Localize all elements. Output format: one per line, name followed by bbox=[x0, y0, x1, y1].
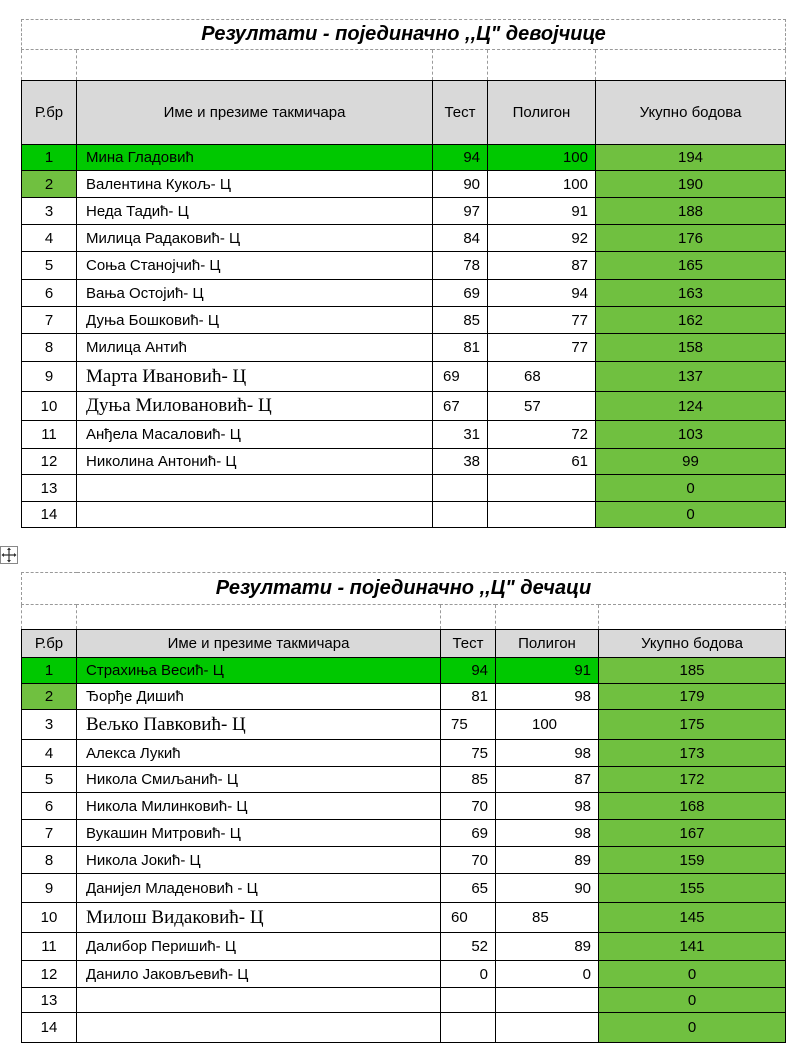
test-cell: 69 bbox=[433, 362, 488, 392]
table-row bbox=[22, 145, 786, 171]
header-test: Тест bbox=[433, 81, 488, 145]
name-cell: Милица Антић bbox=[77, 334, 433, 362]
rank-cell: 1 bbox=[22, 145, 77, 171]
table-row bbox=[22, 449, 786, 475]
polygon-cell: 90 bbox=[496, 874, 599, 903]
name-cell: Вукашин Митровић- Ц bbox=[77, 820, 441, 847]
table-row bbox=[22, 658, 786, 684]
test-cell: 85 bbox=[441, 767, 496, 793]
polygon-cell: 57 bbox=[488, 392, 596, 421]
total-cell: 185 bbox=[599, 658, 786, 684]
rank-cell: 2 bbox=[22, 684, 77, 710]
test-cell bbox=[441, 988, 496, 1013]
name-cell: Данијел Младеновић - Ц bbox=[77, 874, 441, 903]
polygon-cell bbox=[488, 475, 596, 502]
table-row bbox=[22, 933, 786, 961]
rank-cell: 8 bbox=[22, 847, 77, 874]
total-cell: 176 bbox=[596, 225, 786, 252]
total-cell: 0 bbox=[599, 961, 786, 988]
table-row bbox=[22, 362, 786, 392]
test-cell: 94 bbox=[441, 658, 496, 684]
spacer-cell bbox=[596, 50, 786, 81]
test-cell: 81 bbox=[433, 334, 488, 362]
test-cell: 0 bbox=[441, 961, 496, 988]
polygon-cell: 77 bbox=[488, 334, 596, 362]
name-cell: Мина Гладовић bbox=[77, 145, 433, 171]
total-cell: 162 bbox=[596, 307, 786, 334]
total-cell: 188 bbox=[596, 198, 786, 225]
test-cell: 38 bbox=[433, 449, 488, 475]
rank-cell: 10 bbox=[22, 903, 77, 933]
test-cell: 84 bbox=[433, 225, 488, 252]
polygon-cell: 89 bbox=[496, 847, 599, 874]
table-row bbox=[22, 171, 786, 198]
table-row bbox=[22, 847, 786, 874]
spacer-cell bbox=[77, 605, 441, 630]
rank-cell: 1 bbox=[22, 658, 77, 684]
polygon-cell: 98 bbox=[496, 684, 599, 710]
rank-cell: 7 bbox=[22, 307, 77, 334]
rank-cell: 13 bbox=[22, 475, 77, 502]
name-cell: Вељко Павковић- Ц bbox=[77, 710, 441, 740]
rank-cell: 12 bbox=[22, 449, 77, 475]
table-row bbox=[22, 225, 786, 252]
rank-cell: 11 bbox=[22, 421, 77, 449]
rank-cell: 4 bbox=[22, 740, 77, 767]
test-cell: 60 bbox=[441, 903, 496, 933]
table-row bbox=[22, 874, 786, 903]
table-row bbox=[22, 767, 786, 793]
test-cell: 52 bbox=[441, 933, 496, 961]
header-total: Укупно бодова bbox=[596, 81, 786, 145]
polygon-cell bbox=[496, 988, 599, 1013]
polygon-cell bbox=[496, 1013, 599, 1043]
polygon-cell: 98 bbox=[496, 740, 599, 767]
table-row bbox=[22, 684, 786, 710]
total-cell: 167 bbox=[599, 820, 786, 847]
rank-cell: 9 bbox=[22, 874, 77, 903]
total-cell: 159 bbox=[599, 847, 786, 874]
total-cell: 158 bbox=[596, 334, 786, 362]
polygon-cell: 77 bbox=[488, 307, 596, 334]
name-cell: Соња Станојчић- Ц bbox=[77, 252, 433, 280]
name-cell: Марта Ивановић- Ц bbox=[77, 362, 433, 392]
test-cell: 97 bbox=[433, 198, 488, 225]
total-cell: 165 bbox=[596, 252, 786, 280]
test-cell: 75 bbox=[441, 740, 496, 767]
total-cell: 0 bbox=[599, 1013, 786, 1043]
polygon-cell: 89 bbox=[496, 933, 599, 961]
test-cell: 70 bbox=[441, 793, 496, 820]
name-cell: Ђорђе Дишић bbox=[77, 684, 441, 710]
name-cell bbox=[77, 502, 433, 528]
name-cell: Валентина Кукољ- Ц bbox=[77, 171, 433, 198]
polygon-cell: 98 bbox=[496, 820, 599, 847]
rank-cell: 6 bbox=[22, 280, 77, 307]
header-rank: Р.бр bbox=[22, 81, 77, 145]
polygon-cell: 87 bbox=[496, 767, 599, 793]
girls-results-table bbox=[21, 19, 786, 528]
table-row bbox=[22, 793, 786, 820]
header-polygon: Полигон bbox=[488, 81, 596, 145]
polygon-cell: 98 bbox=[496, 793, 599, 820]
test-cell bbox=[441, 1013, 496, 1043]
spacer-cell bbox=[22, 50, 77, 81]
test-cell: 75 bbox=[441, 710, 496, 740]
rank-cell: 7 bbox=[22, 820, 77, 847]
name-cell bbox=[77, 475, 433, 502]
polygon-cell: 0 bbox=[496, 961, 599, 988]
table-move-handle-icon[interactable] bbox=[0, 546, 18, 564]
table-row bbox=[22, 334, 786, 362]
test-cell: 69 bbox=[433, 280, 488, 307]
polygon-cell bbox=[488, 502, 596, 528]
table-row bbox=[22, 820, 786, 847]
total-cell: 172 bbox=[599, 767, 786, 793]
total-cell: 194 bbox=[596, 145, 786, 171]
name-cell: Страхиња Весић- Ц bbox=[77, 658, 441, 684]
table-row bbox=[22, 740, 786, 767]
header-total: Укупно бодова bbox=[599, 630, 786, 658]
total-cell: 99 bbox=[596, 449, 786, 475]
table-row bbox=[22, 252, 786, 280]
header-name: Име и презиме такмичара bbox=[77, 81, 433, 145]
rank-cell: 3 bbox=[22, 198, 77, 225]
total-cell: 103 bbox=[596, 421, 786, 449]
spacer-cell bbox=[22, 605, 77, 630]
table-row bbox=[22, 903, 786, 933]
polygon-cell: 91 bbox=[488, 198, 596, 225]
spacer-cell bbox=[599, 605, 786, 630]
name-cell bbox=[77, 988, 441, 1013]
boys-table-title: Резултати - појединачно ,,Ц" дечаци bbox=[22, 573, 786, 605]
spacer-cell bbox=[488, 50, 596, 81]
test-cell: 31 bbox=[433, 421, 488, 449]
total-cell: 190 bbox=[596, 171, 786, 198]
header-rank: Р.бр bbox=[22, 630, 77, 658]
spacer-cell bbox=[496, 605, 599, 630]
total-cell: 179 bbox=[599, 684, 786, 710]
name-cell bbox=[77, 1013, 441, 1043]
polygon-cell: 94 bbox=[488, 280, 596, 307]
test-cell: 90 bbox=[433, 171, 488, 198]
name-cell: Дуња Бошковић- Ц bbox=[77, 307, 433, 334]
rank-cell: 3 bbox=[22, 710, 77, 740]
table-row bbox=[22, 421, 786, 449]
rank-cell: 10 bbox=[22, 392, 77, 421]
rank-cell: 8 bbox=[22, 334, 77, 362]
table-row bbox=[22, 307, 786, 334]
name-cell: Неда Тадић- Ц bbox=[77, 198, 433, 225]
boys-results-table bbox=[21, 572, 786, 1043]
total-cell: 0 bbox=[596, 475, 786, 502]
rank-cell: 6 bbox=[22, 793, 77, 820]
table-row bbox=[22, 392, 786, 421]
total-cell: 168 bbox=[599, 793, 786, 820]
total-cell: 124 bbox=[596, 392, 786, 421]
polygon-cell: 100 bbox=[488, 171, 596, 198]
total-cell: 145 bbox=[599, 903, 786, 933]
polygon-cell: 91 bbox=[496, 658, 599, 684]
name-cell: Милица Радаковић- Ц bbox=[77, 225, 433, 252]
name-cell: Николина Антонић- Ц bbox=[77, 449, 433, 475]
name-cell: Никола Јокић- Ц bbox=[77, 847, 441, 874]
table-row bbox=[22, 280, 786, 307]
test-cell: 81 bbox=[441, 684, 496, 710]
name-cell: Дуња Миловановић- Ц bbox=[77, 392, 433, 421]
polygon-cell: 87 bbox=[488, 252, 596, 280]
name-cell: Милош Видаковић- Ц bbox=[77, 903, 441, 933]
spacer-cell bbox=[441, 605, 496, 630]
polygon-cell: 100 bbox=[488, 145, 596, 171]
rank-cell: 12 bbox=[22, 961, 77, 988]
name-cell: Алекса Лукић bbox=[77, 740, 441, 767]
rank-cell: 11 bbox=[22, 933, 77, 961]
total-cell: 175 bbox=[599, 710, 786, 740]
name-cell: Данило Јаковљевић- Ц bbox=[77, 961, 441, 988]
total-cell: 137 bbox=[596, 362, 786, 392]
test-cell: 67 bbox=[433, 392, 488, 421]
test-cell: 94 bbox=[433, 145, 488, 171]
test-cell: 69 bbox=[441, 820, 496, 847]
total-cell: 173 bbox=[599, 740, 786, 767]
test-cell: 65 bbox=[441, 874, 496, 903]
total-cell: 163 bbox=[596, 280, 786, 307]
total-cell: 141 bbox=[599, 933, 786, 961]
header-name: Име и презиме такмичара bbox=[77, 630, 441, 658]
test-cell: 85 bbox=[433, 307, 488, 334]
table-row bbox=[22, 988, 786, 1013]
polygon-cell: 61 bbox=[488, 449, 596, 475]
name-cell: Вања Остојић- Ц bbox=[77, 280, 433, 307]
total-cell: 0 bbox=[596, 502, 786, 528]
rank-cell: 14 bbox=[22, 1013, 77, 1043]
header-test: Тест bbox=[441, 630, 496, 658]
rank-cell: 14 bbox=[22, 502, 77, 528]
test-cell: 78 bbox=[433, 252, 488, 280]
rank-cell: 5 bbox=[22, 252, 77, 280]
spacer-cell bbox=[433, 50, 488, 81]
name-cell: Далибор Перишић- Ц bbox=[77, 933, 441, 961]
polygon-cell: 68 bbox=[488, 362, 596, 392]
polygon-cell: 85 bbox=[496, 903, 599, 933]
polygon-cell: 92 bbox=[488, 225, 596, 252]
header-polygon: Полигон bbox=[496, 630, 599, 658]
test-cell bbox=[433, 502, 488, 528]
rank-cell: 9 bbox=[22, 362, 77, 392]
rank-cell: 4 bbox=[22, 225, 77, 252]
polygon-cell: 100 bbox=[496, 710, 599, 740]
rank-cell: 13 bbox=[22, 988, 77, 1013]
polygon-cell: 72 bbox=[488, 421, 596, 449]
table-row bbox=[22, 1013, 786, 1043]
name-cell: Никола Смиљанић- Ц bbox=[77, 767, 441, 793]
rank-cell: 2 bbox=[22, 171, 77, 198]
table-row bbox=[22, 710, 786, 740]
spacer-cell bbox=[77, 50, 433, 81]
rank-cell: 5 bbox=[22, 767, 77, 793]
table-row bbox=[22, 475, 786, 502]
table-row bbox=[22, 502, 786, 528]
table-row bbox=[22, 198, 786, 225]
name-cell: Анђела Масаловић- Ц bbox=[77, 421, 433, 449]
test-cell bbox=[433, 475, 488, 502]
girls-table-title: Резултати - појединачно ,,Ц" девојчице bbox=[22, 20, 786, 50]
test-cell: 70 bbox=[441, 847, 496, 874]
table-row bbox=[22, 961, 786, 988]
name-cell: Никола Милинковић- Ц bbox=[77, 793, 441, 820]
total-cell: 0 bbox=[599, 988, 786, 1013]
total-cell: 155 bbox=[599, 874, 786, 903]
